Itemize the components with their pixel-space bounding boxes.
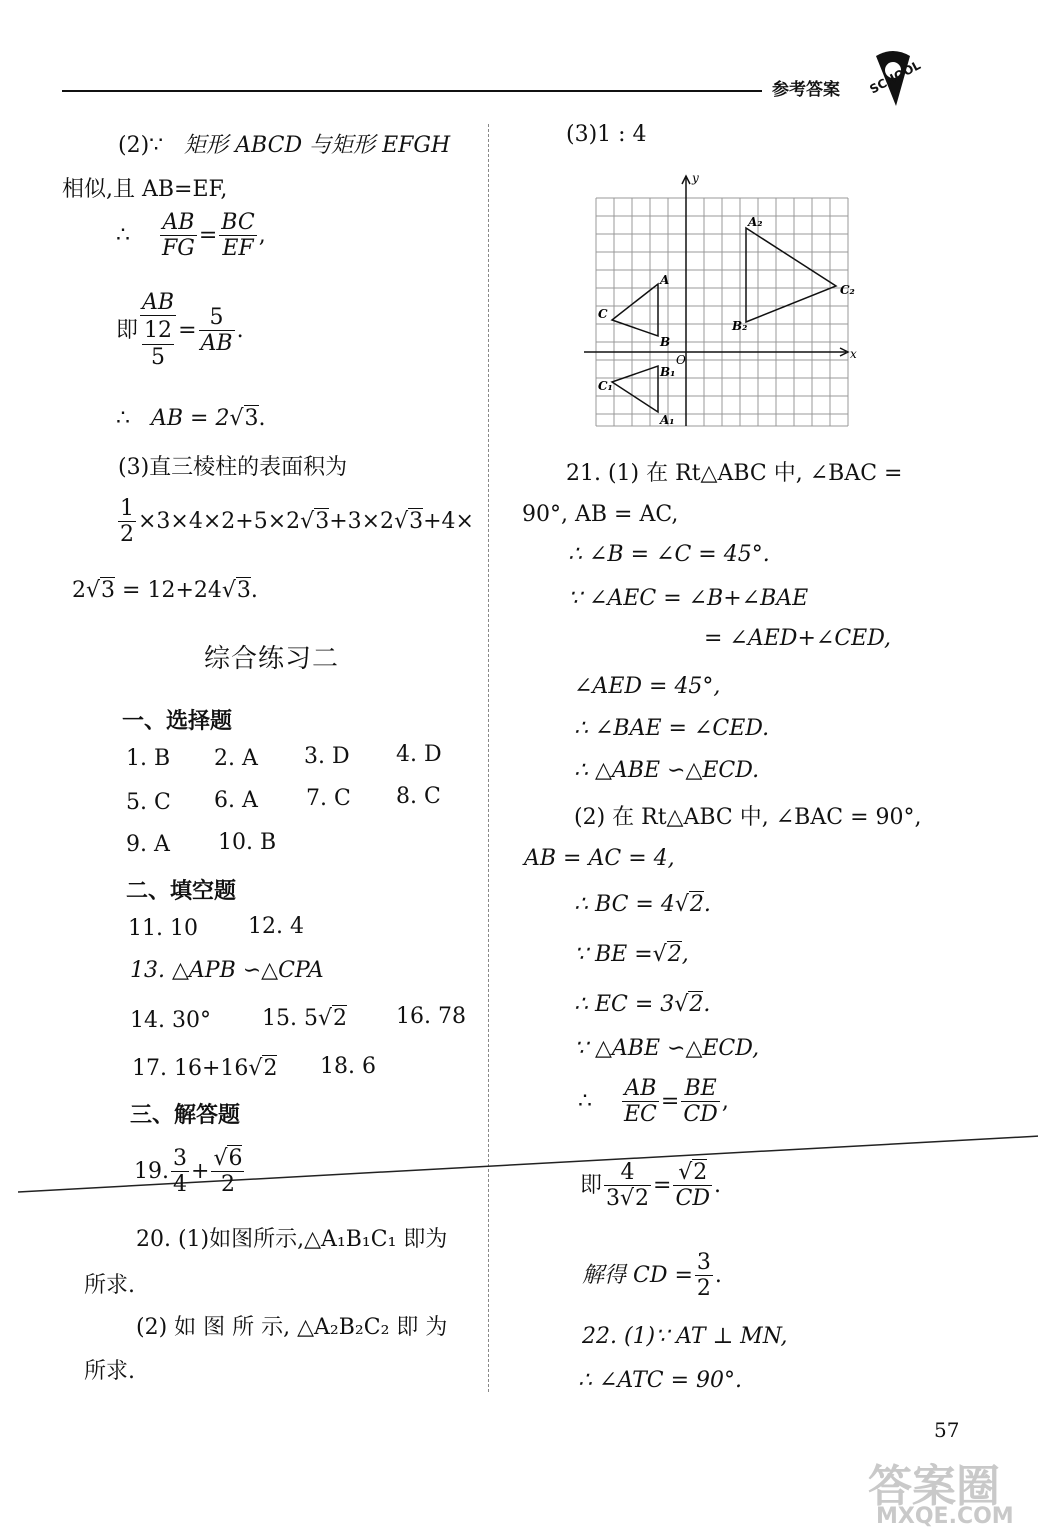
q21-step: ∴ EC = 3√2. — [574, 992, 711, 1017]
mc-answer: 5. C — [126, 790, 171, 815]
q22-line2: ∴ ∠ATC = 90°. — [578, 1368, 743, 1393]
q21-part2-line1: (2) 在 Rt△ABC 中, ∠BAC = 90°, — [574, 805, 922, 830]
q22-line1: 22. (1)∵ AT ⊥ MN, — [582, 1324, 788, 1349]
q21-step: ∴ △ABE ∽△ECD. — [574, 758, 760, 783]
mc-answer: 3. D — [304, 744, 350, 769]
watermark-sub: MXQE.COM — [876, 1504, 1014, 1529]
header-section-title: 参考答案 — [772, 80, 840, 100]
mc-answer: 2. A — [214, 746, 258, 771]
left-surface-line2: 2√3 = 12+24√3. — [72, 578, 258, 603]
graph-axes — [584, 176, 848, 426]
fill-heading: 二、填空题 — [126, 879, 237, 904]
mc-heading: 一、选择题 — [122, 709, 233, 734]
q21-part1-line2: 90°, AB = AC, — [522, 502, 679, 527]
coordinate-graph — [584, 168, 864, 430]
triangle-a1b1c1 — [612, 366, 658, 412]
fill-answer-15: 15. 5√2 — [262, 1006, 348, 1031]
fill-answer-11: 11. 10 — [128, 916, 198, 941]
mc-answer: 9. A — [126, 832, 170, 857]
mc-answer: 8. C — [396, 784, 441, 809]
q20-part2-line2: 所求. — [84, 1359, 135, 1384]
point-label: A₁ — [660, 413, 675, 427]
graph-grid — [596, 198, 848, 426]
header-rule — [62, 90, 762, 92]
left-p2-line2: 相似,且 AB=EF, — [62, 177, 228, 202]
point-label: B — [660, 335, 671, 349]
left-p3-intro: (3)直三棱柱的表面积为 — [118, 455, 348, 480]
triangle-abc — [612, 284, 658, 336]
q21-step: ∵ ∠AEC = ∠B+∠BAE — [568, 586, 809, 611]
fill-answer-14: 14. 30° — [130, 1008, 211, 1033]
left-ratio-sub: 即 $\frac{AB}{\frac{12}{5}}$ = $\frac{5}{AB}$ . — [116, 290, 244, 370]
column-divider — [488, 124, 489, 1392]
q21-step: = ∠AED+∠CED, — [704, 626, 892, 651]
mc-answer: 1. B — [126, 746, 171, 771]
mc-answer: 10. B — [218, 830, 277, 855]
left-ratio-eq: ∴ $\frac{AB}{FG}$ = $\frac{BC}{EF}$ , — [116, 210, 266, 262]
right-p3: (3)1 : 4 — [566, 122, 647, 147]
solve-heading: 三、解答题 — [130, 1103, 241, 1128]
left-p2-intro: (2)∵ 矩形 ABCD 与矩形 EFGH — [118, 133, 451, 158]
point-label: C — [598, 307, 608, 321]
mc-answer: 7. C — [306, 786, 351, 811]
q21-solution: 解得 CD = $\frac{3}{2}$ . — [582, 1250, 722, 1302]
q21-ratio-sub: 即 $\frac{4}{3√2}$ = $\frac{√2}{CD}$ . — [580, 1160, 721, 1212]
q21-part1-line1: 21. (1) 在 Rt△ABC 中, ∠BAC = — [566, 461, 903, 486]
left-ab-result: ∴ AB = 2√3. — [116, 406, 266, 431]
y-axis-label: y — [692, 171, 699, 185]
mc-answer: 6. A — [214, 788, 258, 813]
page-number: 57 — [934, 1418, 960, 1442]
q21-step: ∴ ∠B = ∠C = 45°. — [568, 542, 770, 567]
section-title: 综合练习二 — [204, 644, 340, 674]
fill-answer-18: 18. 6 — [320, 1054, 376, 1079]
point-label: C₁ — [598, 379, 613, 393]
left-surface-line1: $\frac{1}{2}$ ×3×4×2+5×2√3+3×2√3+4× — [120, 496, 474, 548]
mc-answer: 4. D — [396, 742, 442, 767]
fill-answer-17: 17. 16+16√2 — [132, 1056, 278, 1081]
q21-step: ∴ ∠BAE = ∠CED. — [574, 716, 770, 741]
q21-step: ∠AED = 45°, — [574, 674, 721, 699]
q21-step: ∴ BC = 4√2. — [574, 892, 711, 917]
q20-part1-line2: 所求. — [84, 1273, 135, 1298]
point-label: B₂ — [732, 319, 748, 333]
school-logo — [858, 48, 938, 110]
fill-answer-13: 13. △APB ∽△CPA — [130, 958, 324, 983]
fill-answer-12: 12. 4 — [248, 914, 304, 939]
q21-part2-line2: AB = AC = 4, — [524, 846, 675, 871]
point-label: C₂ — [840, 283, 855, 297]
watermark-main: 答案圈 — [868, 1461, 1000, 1512]
q21-ratio: ∴ $\frac{AB}{EC}$ = $\frac{BE}{CD}$ , — [578, 1076, 729, 1128]
q21-step: ∵ △ABE ∽△ECD, — [574, 1036, 760, 1061]
point-label: A₂ — [748, 215, 763, 229]
q20-part1-line1: 20. (1)如图所示,△A₁B₁C₁ 即为 — [136, 1227, 448, 1252]
logo-text: SCHOOL — [867, 58, 923, 97]
fill-answer-16: 16. 78 — [396, 1004, 466, 1029]
point-label: A — [660, 273, 670, 287]
triangle-a2b2c2 — [746, 228, 836, 322]
q21-step: ∵ BE =√2, — [574, 942, 689, 967]
x-axis-label: x — [850, 347, 857, 361]
q20-part2-line1: (2) 如 图 所 示, △A₂B₂C₂ 即 为 — [136, 1315, 448, 1340]
origin-label: O — [676, 353, 686, 367]
solve-answer-19: 19. $\frac{3}{4}$ + $\frac{√6}{2}$ — [134, 1146, 243, 1198]
point-label: B₁ — [660, 365, 676, 379]
